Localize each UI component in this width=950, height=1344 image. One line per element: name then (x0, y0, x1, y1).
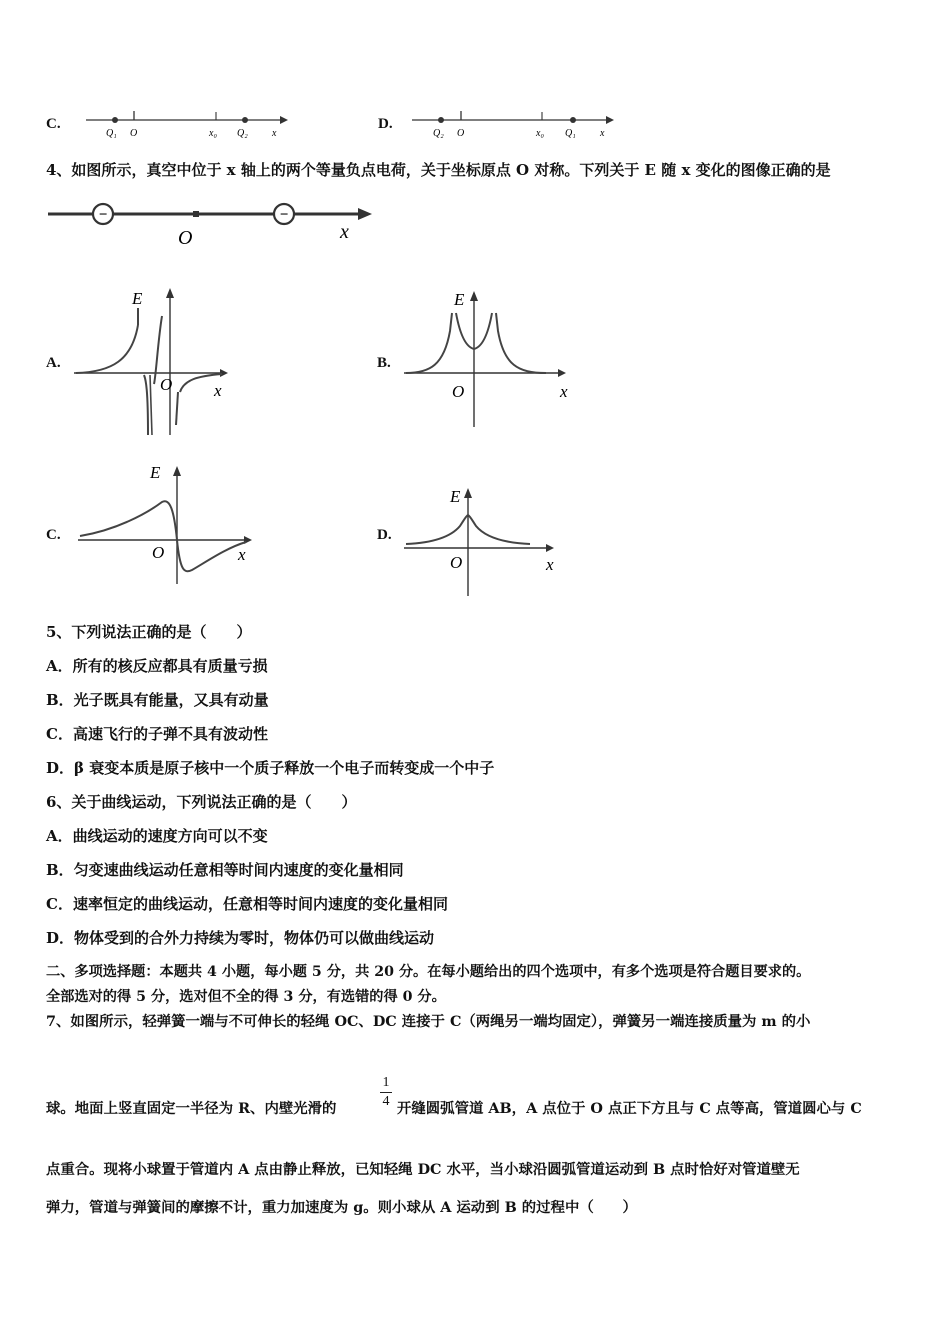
q5-option-a[interactable]: A．所有的核反应都具有质量亏损 (46, 657, 268, 675)
q4-option-c-graph (76, 458, 266, 588)
b-x-label: x (560, 382, 568, 401)
q5-option-b[interactable]: B．光子既具有能量，又具有动量 (46, 691, 269, 709)
diagram-origin-label: O (178, 227, 193, 248)
q3-option-c-label[interactable]: C. (46, 116, 61, 132)
q3-option-d-label[interactable]: D. (378, 116, 393, 132)
q3d-q2-label: Q₂ (433, 128, 444, 139)
q6-option-c[interactable]: C．速率恒定的曲线运动，任意相等时间内速度的变化量相同 (46, 895, 448, 913)
q3d-origin-label: O (457, 128, 465, 139)
q3c-x0-label: x₀ (209, 128, 217, 139)
b-e-label: E (454, 290, 465, 309)
q7-line4: 弹力，管道与弹簧间的摩擦不计，重力加速度为 g。则小球从 A 运动到 B 的过程中（ ） (46, 1199, 637, 1216)
q3d-x0-label: x₀ (536, 128, 544, 139)
q3d-q1-label: Q₁ (565, 128, 576, 139)
q7-line2-start: 球。地面上竖直固定一半径为 R、内壁光滑的 (46, 1100, 337, 1117)
a-x-label: x (214, 381, 222, 400)
quarter-fraction (380, 1074, 392, 1111)
q4-option-a-label[interactable]: A. (46, 355, 61, 371)
q5-option-d[interactable]: D．β 衰变本质是原子核中一个质子释放一个电子而转变成一个中子 (46, 759, 495, 777)
a-e-label: E (132, 289, 143, 308)
q4-charge-diagram (44, 196, 374, 248)
q3-option-d-number-line (408, 106, 618, 142)
right-negative-charge-symbol: − (279, 207, 289, 223)
fraction-numerator: 1 (382, 1075, 390, 1090)
diagram-x-label: x (340, 221, 349, 243)
q6-stem: 6、关于曲线运动，下列说法正确的是（ ） (46, 793, 357, 811)
q7-line2-end: 开缝圆弧管道 AB，A 点位于 O 点正下方且与 C 点等高，管道圆心与 C (397, 1100, 862, 1117)
q3-option-c-number-line (80, 106, 290, 142)
q6-option-a[interactable]: A．曲线运动的速度方向可以不变 (46, 827, 268, 845)
left-negative-charge-symbol: − (98, 207, 108, 223)
q4-option-b-label[interactable]: B. (377, 355, 391, 371)
q6-option-d[interactable]: D．物体受到的合外力持续为零时，物体仍可以做曲线运动 (46, 929, 435, 947)
d-e-label: E (450, 487, 461, 506)
q5-stem: 5、下列说法正确的是（ ） (46, 623, 252, 641)
c-x-label: x (238, 545, 246, 564)
b-origin-label: O (452, 382, 465, 401)
section2-heading-line2: 全部选对的得 5 分，选对但不全的得 3 分，有选错的得 0 分。 (46, 989, 446, 1005)
q4-stem: 4、如图所示，真空中位于 x 轴上的两个等量负点电荷，关于坐标原点 O 对称。下列关于 E 随 x 变化的图像正确的是 (46, 161, 831, 179)
fraction-denominator: 4 (380, 1092, 392, 1111)
q4-option-c-label[interactable]: C. (46, 527, 61, 543)
q3c-q1-label: Q₁ (106, 128, 117, 139)
q3c-q2-label: Q₂ (237, 128, 248, 139)
q7-line3: 点重合。现将小球置于管道内 A 点由静止释放，已知轻绳 DC 水平，当小球沿圆弧管道运动到 B 点时恰好对管道壁无 (46, 1161, 800, 1178)
q4-option-d-graph (400, 482, 570, 598)
d-origin-label: O (450, 553, 463, 572)
q7-line1: 7、如图所示，轻弹簧一端与不可伸长的轻绳 OC、DC 连接于 C（两绳另一端均固定），弹簧另一端连接质量为 m 的小 (46, 1013, 811, 1030)
q4-option-b-graph (400, 285, 580, 435)
q4-option-a-graph (72, 280, 242, 440)
q6-option-b[interactable]: B．匀变速曲线运动任意相等时间内速度的变化量相同 (46, 861, 404, 879)
c-origin-label: O (152, 543, 165, 562)
c-e-label: E (150, 463, 161, 482)
section2-heading-line1: 二、多项选择题：本题共 4 小题，每小题 5 分，共 20 分。在每小题给出的四个选项中，有多个选项是符合题目要求的。 (46, 964, 811, 980)
q3d-x-label: x (600, 128, 605, 139)
q5-option-c[interactable]: C．高速飞行的子弹不具有波动性 (46, 725, 268, 743)
q3c-x-label: x (272, 128, 277, 139)
q3c-origin-label: O (130, 128, 138, 139)
d-x-label: x (546, 555, 554, 574)
a-origin-label: O (160, 375, 173, 394)
q4-option-d-label[interactable]: D. (377, 527, 392, 543)
